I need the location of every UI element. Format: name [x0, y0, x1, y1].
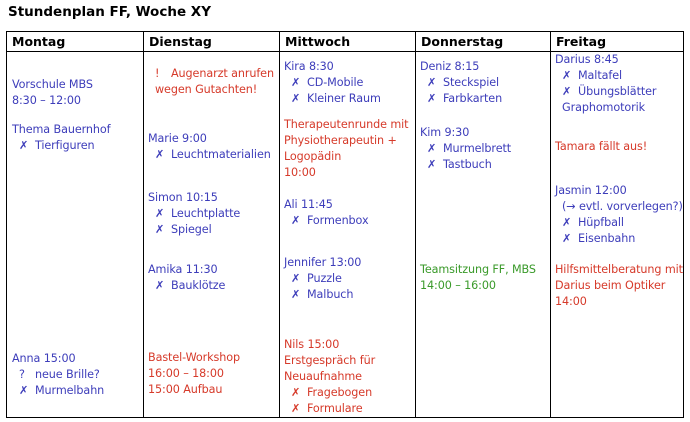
- entry-text: Kim 9:30: [420, 126, 470, 139]
- entry-line: [284, 197, 368, 213]
- schedule-entry: [555, 183, 683, 247]
- entry-text: neue Brille?: [35, 368, 100, 381]
- cross-mark-icon: ✗: [291, 288, 301, 301]
- entry-text: Marie 9:00: [148, 132, 207, 145]
- cross-mark-icon: ✗: [562, 232, 572, 245]
- entry-line: [12, 122, 111, 138]
- entry-line: [555, 68, 656, 84]
- entry-line: [555, 294, 683, 310]
- entry-line: [148, 206, 240, 222]
- cross-mark-icon: ✗: [291, 92, 301, 105]
- entry-text: Graphomotorik: [562, 101, 646, 114]
- schedule-entry: [148, 131, 271, 163]
- page-title: Stundenplan FF, Woche XY: [8, 4, 211, 20]
- schedule-entry: [148, 350, 240, 398]
- entry-line: [555, 139, 647, 155]
- schedule-entry: [284, 255, 361, 303]
- entry-text: Physiotherapeutin +: [284, 134, 397, 147]
- cross-mark-icon: ✗: [19, 139, 29, 152]
- entry-text: Fragebogen: [307, 386, 373, 399]
- day-header: Freitag: [551, 32, 683, 52]
- entry-text: Augenarzt anrufen: [171, 67, 274, 80]
- cross-mark-icon: ✗: [562, 69, 572, 82]
- entry-line: [555, 183, 683, 199]
- entry-text: Eisenbahn: [578, 232, 636, 245]
- entry-line: [148, 66, 274, 82]
- entry-text: Malbuch: [307, 288, 354, 301]
- entry-text: Formulare: [307, 402, 363, 415]
- entry-line: [420, 59, 502, 75]
- entry-line: [284, 271, 361, 287]
- entry-line: [148, 147, 271, 163]
- entry-text: Anna 15:00: [12, 352, 76, 365]
- entry-text: Übungsblätter: [578, 85, 657, 98]
- entry-line: [12, 351, 104, 367]
- cross-mark-icon: ✗: [562, 85, 572, 98]
- exclamation-mark-icon: !: [155, 67, 160, 80]
- entry-text: Simon 10:15: [148, 191, 218, 204]
- entry-text: Bastel-Workshop: [148, 351, 241, 364]
- entry-line: [148, 222, 240, 238]
- cross-mark-icon: ✗: [19, 384, 29, 397]
- entry-text: CD-Mobile: [307, 76, 364, 89]
- entry-line: [148, 350, 240, 366]
- day-header: Donnerstag: [416, 32, 550, 52]
- entry-text: 8:30 – 12:00: [12, 94, 81, 107]
- entry-line: [555, 215, 683, 231]
- entry-text: Tamara fällt aus!: [555, 140, 648, 153]
- entry-line: [555, 52, 656, 68]
- entry-line: [284, 91, 381, 107]
- entry-line: [12, 77, 93, 93]
- entry-line: [12, 367, 104, 383]
- schedule-entry: [284, 337, 375, 417]
- entry-text: Bauklötze: [171, 279, 226, 292]
- entry-text: Tierfiguren: [35, 139, 95, 152]
- entry-line: [12, 138, 111, 154]
- entry-line: [284, 337, 375, 353]
- entry-text: Jennifer 13:00: [284, 256, 362, 269]
- entry-line: [284, 165, 408, 181]
- cross-mark-icon: ✗: [427, 142, 437, 155]
- entry-text: Neuaufnahme: [284, 370, 362, 383]
- entry-line: [284, 287, 361, 303]
- entry-line: [284, 133, 408, 149]
- entry-line: [148, 262, 225, 278]
- entry-text: Tastbuch: [443, 158, 492, 171]
- entry-text: Murmelbrett: [443, 142, 512, 155]
- entry-text: 14:00 – 16:00: [420, 279, 496, 292]
- cross-mark-icon: ✗: [291, 76, 301, 89]
- cross-mark-icon: ✗: [427, 76, 437, 89]
- entry-text: Formenbox: [307, 214, 369, 227]
- cross-mark-icon: ✗: [291, 214, 301, 227]
- entry-line: [420, 157, 511, 173]
- cross-mark-icon: ✗: [291, 272, 301, 285]
- entry-text: 14:00: [555, 295, 587, 308]
- entry-line: [284, 117, 408, 133]
- entry-text: 16:00 – 18:00: [148, 367, 224, 380]
- entry-line: [555, 199, 683, 215]
- entry-line: [420, 91, 502, 107]
- entry-text: Vorschule MBS: [12, 78, 93, 91]
- entry-line: [12, 383, 104, 399]
- schedule-entry: [12, 77, 93, 109]
- entry-line: [284, 149, 408, 165]
- entry-text: 15:00 Aufbau: [148, 383, 223, 396]
- entry-line: [555, 278, 683, 294]
- entry-text: Hüpfball: [578, 216, 624, 229]
- entry-text: Darius 8:45: [555, 53, 619, 66]
- entry-line: [420, 75, 502, 91]
- entry-line: [555, 84, 656, 100]
- entry-text: Erstgespräch für: [284, 354, 376, 367]
- entry-line: [148, 366, 240, 382]
- entry-text: Deniz 8:15: [420, 60, 480, 73]
- cross-mark-icon: ✗: [427, 92, 437, 105]
- schedule-entry: [420, 59, 502, 107]
- entry-line: [148, 190, 240, 206]
- schedule-entry: [420, 262, 536, 294]
- entry-text: Logopädin: [284, 150, 342, 163]
- day-header: Mittwoch: [280, 32, 415, 52]
- question-mark-icon: ?: [19, 368, 25, 381]
- entry-text: Farbkarten: [443, 92, 503, 105]
- entry-text: wegen Gutachten!: [155, 83, 258, 96]
- entry-line: [284, 213, 368, 229]
- entry-line: [555, 262, 683, 278]
- entry-text: Jasmin 12:00: [555, 184, 627, 197]
- schedule-entry: [148, 66, 274, 98]
- entry-line: [284, 59, 381, 75]
- entry-text: (→ evtl. vorverlegen?): [562, 200, 683, 213]
- schedule-entry: [555, 52, 656, 116]
- entry-text: Ali 11:45: [284, 198, 333, 211]
- schedule-entry: [284, 117, 408, 181]
- entry-text: 10:00: [284, 166, 316, 179]
- entry-line: [284, 369, 375, 385]
- entry-text: Darius beim Optiker: [555, 279, 666, 292]
- entry-line: [284, 385, 375, 401]
- entry-line: [284, 353, 375, 369]
- entry-line: [148, 278, 225, 294]
- entry-line: [420, 141, 511, 157]
- entry-text: Murmelbahn: [35, 384, 105, 397]
- entry-line: [420, 125, 511, 141]
- schedule-entry: [555, 139, 647, 155]
- entry-line: [284, 401, 375, 417]
- entry-line: [555, 100, 656, 116]
- entry-line: [420, 262, 536, 278]
- cross-mark-icon: ✗: [155, 223, 165, 236]
- schedule-entry: [420, 125, 511, 173]
- entry-text: Leuchtmaterialien: [171, 148, 271, 161]
- entry-line: [12, 93, 93, 109]
- entry-text: Steckspiel: [443, 76, 500, 89]
- entry-text: Leuchtplatte: [171, 207, 241, 220]
- day-header: Dienstag: [144, 32, 279, 52]
- day-header: Montag: [7, 32, 143, 52]
- entry-text: Kleiner Raum: [307, 92, 381, 105]
- entry-text: Amika 11:30: [148, 263, 218, 276]
- entry-text: Hilfsmittelberatung mit: [555, 263, 683, 276]
- entry-text: Kira 8:30: [284, 60, 334, 73]
- entry-text: Maltafel: [578, 69, 622, 82]
- entry-line: [148, 131, 271, 147]
- cross-mark-icon: ✗: [291, 402, 301, 415]
- schedule-entry: [148, 262, 225, 294]
- entry-line: [284, 255, 361, 271]
- entry-line: [555, 231, 683, 247]
- entry-line: [148, 82, 274, 98]
- entry-text: Nils 15:00: [284, 338, 340, 351]
- schedule-entry: [555, 262, 683, 310]
- schedule-entry: [12, 351, 104, 399]
- entry-text: Therapeutenrunde mit: [284, 118, 409, 131]
- entry-line: [420, 278, 536, 294]
- cross-mark-icon: ✗: [427, 158, 437, 171]
- entry-text: Puzzle: [307, 272, 342, 285]
- entry-line: [148, 382, 240, 398]
- cross-mark-icon: ✗: [155, 207, 165, 220]
- cross-mark-icon: ✗: [155, 279, 165, 292]
- entry-text: Thema Bauernhof: [12, 123, 111, 136]
- cross-mark-icon: ✗: [155, 148, 165, 161]
- entry-text: Teamsitzung FF, MBS: [420, 263, 536, 276]
- entry-text: Spiegel: [171, 223, 212, 236]
- schedule-entry: [284, 197, 368, 229]
- cross-mark-icon: ✗: [291, 386, 301, 399]
- cross-mark-icon: ✗: [562, 216, 572, 229]
- entry-line: [284, 75, 381, 91]
- schedule-entry: [12, 122, 111, 154]
- schedule-entry: [148, 190, 240, 238]
- schedule-entry: [284, 59, 381, 107]
